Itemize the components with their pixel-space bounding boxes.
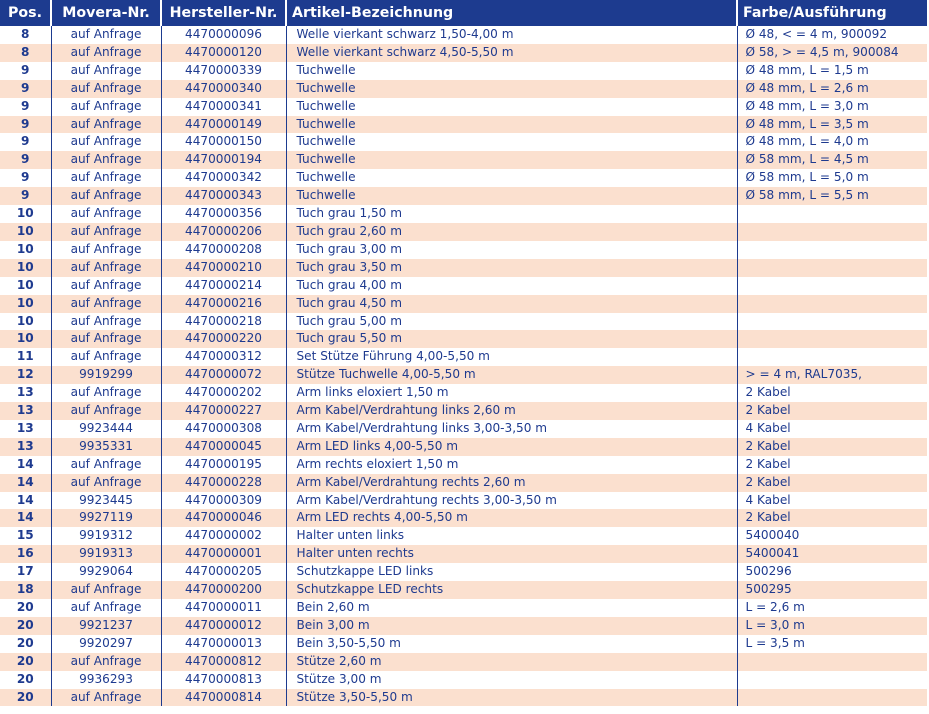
cell-artikel-bezeichnung: Tuchwelle bbox=[286, 187, 737, 205]
table-row bbox=[0, 80, 927, 98]
cell-pos: 10 bbox=[0, 223, 51, 241]
cell-movera-nr: auf Anfrage bbox=[51, 44, 161, 62]
cell-pos: 10 bbox=[0, 330, 51, 348]
cell-pos: 10 bbox=[0, 205, 51, 223]
cell-artikel-bezeichnung: Arm rechts eloxiert 1,50 m bbox=[286, 456, 737, 474]
header-farbe-ausfuehrung: Farbe/Ausführung bbox=[737, 0, 927, 26]
cell-farbe-ausfuehrung: 500296 bbox=[737, 563, 927, 581]
cell-artikel-bezeichnung: Arm Kabel/Verdrahtung links 3,00-3,50 m bbox=[286, 420, 737, 438]
cell-hersteller-nr: 4470000228 bbox=[161, 474, 286, 492]
cell-hersteller-nr: 4470000046 bbox=[161, 509, 286, 527]
table-row bbox=[0, 671, 927, 689]
cell-artikel-bezeichnung: Tuchwelle bbox=[286, 151, 737, 169]
cell-pos: 13 bbox=[0, 438, 51, 456]
cell-pos: 17 bbox=[0, 563, 51, 581]
table-row bbox=[0, 151, 927, 169]
cell-hersteller-nr: 4470000341 bbox=[161, 98, 286, 116]
cell-pos: 20 bbox=[0, 617, 51, 635]
cell-movera-nr: auf Anfrage bbox=[51, 330, 161, 348]
cell-pos: 18 bbox=[0, 581, 51, 599]
cell-movera-nr: auf Anfrage bbox=[51, 581, 161, 599]
cell-artikel-bezeichnung: Tuch grau 4,00 m bbox=[286, 277, 737, 295]
cell-farbe-ausfuehrung: 2 Kabel bbox=[737, 509, 927, 527]
cell-hersteller-nr: 4470000096 bbox=[161, 26, 286, 44]
cell-movera-nr: auf Anfrage bbox=[51, 169, 161, 187]
cell-artikel-bezeichnung: Tuchwelle bbox=[286, 116, 737, 134]
cell-pos: 20 bbox=[0, 689, 51, 707]
table-row bbox=[0, 259, 927, 277]
cell-artikel-bezeichnung: Tuch grau 3,00 m bbox=[286, 241, 737, 259]
cell-farbe-ausfuehrung bbox=[737, 277, 927, 295]
table-row bbox=[0, 98, 927, 116]
cell-farbe-ausfuehrung: Ø 58 mm, L = 5,5 m bbox=[737, 187, 927, 205]
cell-hersteller-nr: 4470000200 bbox=[161, 581, 286, 599]
cell-artikel-bezeichnung: Tuchwelle bbox=[286, 169, 737, 187]
table-row bbox=[0, 635, 927, 653]
cell-hersteller-nr: 4470000220 bbox=[161, 330, 286, 348]
cell-pos: 12 bbox=[0, 366, 51, 384]
cell-artikel-bezeichnung: Halter unten rechts bbox=[286, 545, 737, 563]
cell-artikel-bezeichnung: Tuchwelle bbox=[286, 133, 737, 151]
cell-hersteller-nr: 4470000002 bbox=[161, 527, 286, 545]
cell-hersteller-nr: 4470000214 bbox=[161, 277, 286, 295]
cell-movera-nr: 9919313 bbox=[51, 545, 161, 563]
cell-artikel-bezeichnung: Bein 3,50-5,50 m bbox=[286, 635, 737, 653]
table-row bbox=[0, 26, 927, 44]
cell-artikel-bezeichnung: Tuchwelle bbox=[286, 80, 737, 98]
cell-farbe-ausfuehrung bbox=[737, 653, 927, 671]
header-hersteller-nr: Hersteller-Nr. bbox=[161, 0, 286, 26]
cell-pos: 14 bbox=[0, 492, 51, 510]
cell-movera-nr: 9919299 bbox=[51, 366, 161, 384]
table-row bbox=[0, 384, 927, 402]
cell-movera-nr: auf Anfrage bbox=[51, 187, 161, 205]
cell-movera-nr: 9927119 bbox=[51, 509, 161, 527]
cell-movera-nr: auf Anfrage bbox=[51, 456, 161, 474]
cell-pos: 9 bbox=[0, 116, 51, 134]
cell-movera-nr: 9921237 bbox=[51, 617, 161, 635]
cell-farbe-ausfuehrung: 2 Kabel bbox=[737, 384, 927, 402]
cell-farbe-ausfuehrung: 2 Kabel bbox=[737, 438, 927, 456]
cell-movera-nr: 9936293 bbox=[51, 671, 161, 689]
table-row bbox=[0, 438, 927, 456]
cell-hersteller-nr: 4470000227 bbox=[161, 402, 286, 420]
cell-farbe-ausfuehrung: 4 Kabel bbox=[737, 492, 927, 510]
table-row bbox=[0, 169, 927, 187]
cell-pos: 20 bbox=[0, 599, 51, 617]
cell-hersteller-nr: 4470000208 bbox=[161, 241, 286, 259]
cell-hersteller-nr: 4470000812 bbox=[161, 653, 286, 671]
table-row bbox=[0, 205, 927, 223]
cell-farbe-ausfuehrung: Ø 58 mm, L = 4,5 m bbox=[737, 151, 927, 169]
cell-movera-nr: 9923444 bbox=[51, 420, 161, 438]
cell-artikel-bezeichnung: Arm LED rechts 4,00-5,50 m bbox=[286, 509, 737, 527]
cell-artikel-bezeichnung: Halter unten links bbox=[286, 527, 737, 545]
cell-movera-nr: auf Anfrage bbox=[51, 384, 161, 402]
cell-artikel-bezeichnung: Set Stütze Führung 4,00-5,50 m bbox=[286, 348, 737, 366]
cell-pos: 9 bbox=[0, 133, 51, 151]
cell-artikel-bezeichnung: Tuch grau 5,50 m bbox=[286, 330, 737, 348]
table-row bbox=[0, 402, 927, 420]
table-row bbox=[0, 241, 927, 259]
cell-movera-nr: auf Anfrage bbox=[51, 116, 161, 134]
cell-artikel-bezeichnung: Tuch grau 4,50 m bbox=[286, 295, 737, 313]
cell-pos: 9 bbox=[0, 151, 51, 169]
cell-pos: 15 bbox=[0, 527, 51, 545]
cell-pos: 16 bbox=[0, 545, 51, 563]
cell-pos: 9 bbox=[0, 98, 51, 116]
cell-hersteller-nr: 4470000194 bbox=[161, 151, 286, 169]
table-row bbox=[0, 223, 927, 241]
cell-farbe-ausfuehrung: Ø 48 mm, L = 1,5 m bbox=[737, 62, 927, 80]
cell-farbe-ausfuehrung bbox=[737, 223, 927, 241]
cell-movera-nr: 9935331 bbox=[51, 438, 161, 456]
cell-artikel-bezeichnung: Stütze 2,60 m bbox=[286, 653, 737, 671]
table-row bbox=[0, 474, 927, 492]
cell-farbe-ausfuehrung bbox=[737, 671, 927, 689]
cell-movera-nr: auf Anfrage bbox=[51, 205, 161, 223]
cell-artikel-bezeichnung: Tuchwelle bbox=[286, 62, 737, 80]
cell-farbe-ausfuehrung: Ø 58, > = 4,5 m, 900084 bbox=[737, 44, 927, 62]
cell-pos: 10 bbox=[0, 259, 51, 277]
cell-pos: 10 bbox=[0, 313, 51, 331]
cell-movera-nr: auf Anfrage bbox=[51, 599, 161, 617]
cell-pos: 10 bbox=[0, 241, 51, 259]
cell-movera-nr: auf Anfrage bbox=[51, 313, 161, 331]
table-row bbox=[0, 133, 927, 151]
cell-artikel-bezeichnung: Arm Kabel/Verdrahtung rechts 2,60 m bbox=[286, 474, 737, 492]
cell-movera-nr: 9923445 bbox=[51, 492, 161, 510]
cell-movera-nr: auf Anfrage bbox=[51, 348, 161, 366]
cell-pos: 14 bbox=[0, 456, 51, 474]
cell-artikel-bezeichnung: Tuch grau 3,50 m bbox=[286, 259, 737, 277]
cell-hersteller-nr: 4470000339 bbox=[161, 62, 286, 80]
table-body bbox=[0, 26, 927, 706]
table-row bbox=[0, 492, 927, 510]
table-row bbox=[0, 545, 927, 563]
header-artikel-bezeichnung: Artikel-Bezeichnung bbox=[286, 0, 737, 26]
cell-hersteller-nr: 4470000206 bbox=[161, 223, 286, 241]
cell-farbe-ausfuehrung: 2 Kabel bbox=[737, 402, 927, 420]
cell-farbe-ausfuehrung: Ø 48 mm, L = 3,0 m bbox=[737, 98, 927, 116]
cell-hersteller-nr: 4470000150 bbox=[161, 133, 286, 151]
cell-artikel-bezeichnung: Arm Kabel/Verdrahtung links 2,60 m bbox=[286, 402, 737, 420]
cell-hersteller-nr: 4470000312 bbox=[161, 348, 286, 366]
cell-hersteller-nr: 4470000309 bbox=[161, 492, 286, 510]
cell-movera-nr: auf Anfrage bbox=[51, 151, 161, 169]
table-row bbox=[0, 44, 927, 62]
cell-farbe-ausfuehrung bbox=[737, 689, 927, 707]
table-row bbox=[0, 509, 927, 527]
table-row bbox=[0, 527, 927, 545]
cell-hersteller-nr: 4470000216 bbox=[161, 295, 286, 313]
cell-movera-nr: 9919312 bbox=[51, 527, 161, 545]
cell-farbe-ausfuehrung: L = 2,6 m bbox=[737, 599, 927, 617]
table-row bbox=[0, 116, 927, 134]
cell-artikel-bezeichnung: Schutzkappe LED rechts bbox=[286, 581, 737, 599]
table-row bbox=[0, 689, 927, 707]
table-row bbox=[0, 599, 927, 617]
cell-pos: 14 bbox=[0, 509, 51, 527]
cell-movera-nr: auf Anfrage bbox=[51, 223, 161, 241]
cell-hersteller-nr: 4470000205 bbox=[161, 563, 286, 581]
cell-pos: 13 bbox=[0, 384, 51, 402]
table-row bbox=[0, 62, 927, 80]
cell-artikel-bezeichnung: Stütze Tuchwelle 4,00-5,50 m bbox=[286, 366, 737, 384]
cell-hersteller-nr: 4470000011 bbox=[161, 599, 286, 617]
cell-farbe-ausfuehrung bbox=[737, 259, 927, 277]
cell-hersteller-nr: 4470000045 bbox=[161, 438, 286, 456]
cell-farbe-ausfuehrung bbox=[737, 348, 927, 366]
cell-pos: 20 bbox=[0, 671, 51, 689]
cell-hersteller-nr: 4470000012 bbox=[161, 617, 286, 635]
cell-movera-nr: auf Anfrage bbox=[51, 26, 161, 44]
cell-hersteller-nr: 4470000202 bbox=[161, 384, 286, 402]
cell-movera-nr: auf Anfrage bbox=[51, 241, 161, 259]
cell-pos: 8 bbox=[0, 44, 51, 62]
cell-hersteller-nr: 4470000356 bbox=[161, 205, 286, 223]
cell-farbe-ausfuehrung bbox=[737, 295, 927, 313]
cell-artikel-bezeichnung: Welle vierkant schwarz 1,50-4,00 m bbox=[286, 26, 737, 44]
cell-farbe-ausfuehrung: Ø 58 mm, L = 5,0 m bbox=[737, 169, 927, 187]
cell-artikel-bezeichnung: Schutzkappe LED links bbox=[286, 563, 737, 581]
cell-farbe-ausfuehrung bbox=[737, 241, 927, 259]
cell-pos: 11 bbox=[0, 348, 51, 366]
cell-artikel-bezeichnung: Tuch grau 5,00 m bbox=[286, 313, 737, 331]
cell-farbe-ausfuehrung: L = 3,0 m bbox=[737, 617, 927, 635]
cell-pos: 8 bbox=[0, 26, 51, 44]
table-row bbox=[0, 420, 927, 438]
cell-farbe-ausfuehrung: L = 3,5 m bbox=[737, 635, 927, 653]
cell-pos: 9 bbox=[0, 80, 51, 98]
cell-hersteller-nr: 4470000210 bbox=[161, 259, 286, 277]
table-row bbox=[0, 330, 927, 348]
cell-movera-nr: auf Anfrage bbox=[51, 62, 161, 80]
cell-farbe-ausfuehrung bbox=[737, 313, 927, 331]
cell-artikel-bezeichnung: Tuch grau 1,50 m bbox=[286, 205, 737, 223]
cell-movera-nr: auf Anfrage bbox=[51, 133, 161, 151]
cell-artikel-bezeichnung: Arm Kabel/Verdrahtung rechts 3,00-3,50 m bbox=[286, 492, 737, 510]
cell-artikel-bezeichnung: Arm links eloxiert 1,50 m bbox=[286, 384, 737, 402]
cell-hersteller-nr: 4470000072 bbox=[161, 366, 286, 384]
cell-artikel-bezeichnung: Stütze 3,00 m bbox=[286, 671, 737, 689]
cell-pos: 10 bbox=[0, 277, 51, 295]
cell-farbe-ausfuehrung: Ø 48 mm, L = 3,5 m bbox=[737, 116, 927, 134]
cell-artikel-bezeichnung: Tuch grau 2,60 m bbox=[286, 223, 737, 241]
cell-pos: 9 bbox=[0, 169, 51, 187]
header-pos: Pos. bbox=[0, 0, 51, 26]
cell-farbe-ausfuehrung: 500295 bbox=[737, 581, 927, 599]
cell-artikel-bezeichnung: Stütze 3,50-5,50 m bbox=[286, 689, 737, 707]
cell-movera-nr: 9920297 bbox=[51, 635, 161, 653]
cell-movera-nr: auf Anfrage bbox=[51, 474, 161, 492]
table-row bbox=[0, 187, 927, 205]
cell-hersteller-nr: 4470000813 bbox=[161, 671, 286, 689]
table-header bbox=[0, 0, 927, 26]
cell-farbe-ausfuehrung: Ø 48 mm, L = 2,6 m bbox=[737, 80, 927, 98]
table-row bbox=[0, 295, 927, 313]
cell-movera-nr: auf Anfrage bbox=[51, 295, 161, 313]
cell-hersteller-nr: 4470000120 bbox=[161, 44, 286, 62]
cell-movera-nr: auf Anfrage bbox=[51, 402, 161, 420]
cell-movera-nr: auf Anfrage bbox=[51, 98, 161, 116]
table-row bbox=[0, 653, 927, 671]
cell-hersteller-nr: 4470000013 bbox=[161, 635, 286, 653]
cell-hersteller-nr: 4470000001 bbox=[161, 545, 286, 563]
cell-movera-nr: auf Anfrage bbox=[51, 277, 161, 295]
cell-farbe-ausfuehrung bbox=[737, 205, 927, 223]
cell-farbe-ausfuehrung: > = 4 m, RAL7035, bbox=[737, 366, 927, 384]
cell-hersteller-nr: 4470000342 bbox=[161, 169, 286, 187]
cell-farbe-ausfuehrung: 5400041 bbox=[737, 545, 927, 563]
cell-pos: 9 bbox=[0, 62, 51, 80]
cell-hersteller-nr: 4470000308 bbox=[161, 420, 286, 438]
cell-movera-nr: auf Anfrage bbox=[51, 653, 161, 671]
table-row bbox=[0, 366, 927, 384]
cell-movera-nr: 9929064 bbox=[51, 563, 161, 581]
cell-artikel-bezeichnung: Arm LED links 4,00-5,50 m bbox=[286, 438, 737, 456]
cell-farbe-ausfuehrung: 4 Kabel bbox=[737, 420, 927, 438]
cell-pos: 9 bbox=[0, 187, 51, 205]
cell-pos: 13 bbox=[0, 420, 51, 438]
cell-farbe-ausfuehrung: Ø 48 mm, L = 4,0 m bbox=[737, 133, 927, 151]
table-row bbox=[0, 563, 927, 581]
cell-pos: 10 bbox=[0, 295, 51, 313]
cell-artikel-bezeichnung: Bein 2,60 m bbox=[286, 599, 737, 617]
cell-artikel-bezeichnung: Welle vierkant schwarz 4,50-5,50 m bbox=[286, 44, 737, 62]
cell-movera-nr: auf Anfrage bbox=[51, 80, 161, 98]
cell-hersteller-nr: 4470000343 bbox=[161, 187, 286, 205]
cell-farbe-ausfuehrung: 5400040 bbox=[737, 527, 927, 545]
cell-pos: 20 bbox=[0, 635, 51, 653]
cell-farbe-ausfuehrung: 2 Kabel bbox=[737, 474, 927, 492]
table-row bbox=[0, 277, 927, 295]
cell-farbe-ausfuehrung bbox=[737, 330, 927, 348]
cell-pos: 20 bbox=[0, 653, 51, 671]
cell-hersteller-nr: 4470000218 bbox=[161, 313, 286, 331]
table-row bbox=[0, 456, 927, 474]
table-row bbox=[0, 348, 927, 366]
cell-pos: 14 bbox=[0, 474, 51, 492]
cell-farbe-ausfuehrung: 2 Kabel bbox=[737, 456, 927, 474]
cell-hersteller-nr: 4470000149 bbox=[161, 116, 286, 134]
cell-artikel-bezeichnung: Bein 3,00 m bbox=[286, 617, 737, 635]
table-row bbox=[0, 581, 927, 599]
table-row bbox=[0, 313, 927, 331]
cell-movera-nr: auf Anfrage bbox=[51, 689, 161, 707]
cell-farbe-ausfuehrung: Ø 48, < = 4 m, 900092 bbox=[737, 26, 927, 44]
cell-hersteller-nr: 4470000340 bbox=[161, 80, 286, 98]
table-row bbox=[0, 617, 927, 635]
header-movera-nr: Movera-Nr. bbox=[51, 0, 161, 26]
cell-hersteller-nr: 4470000814 bbox=[161, 689, 286, 707]
cell-hersteller-nr: 4470000195 bbox=[161, 456, 286, 474]
cell-movera-nr: auf Anfrage bbox=[51, 259, 161, 277]
cell-artikel-bezeichnung: Tuchwelle bbox=[286, 98, 737, 116]
header-row bbox=[0, 0, 927, 26]
cell-pos: 13 bbox=[0, 402, 51, 420]
